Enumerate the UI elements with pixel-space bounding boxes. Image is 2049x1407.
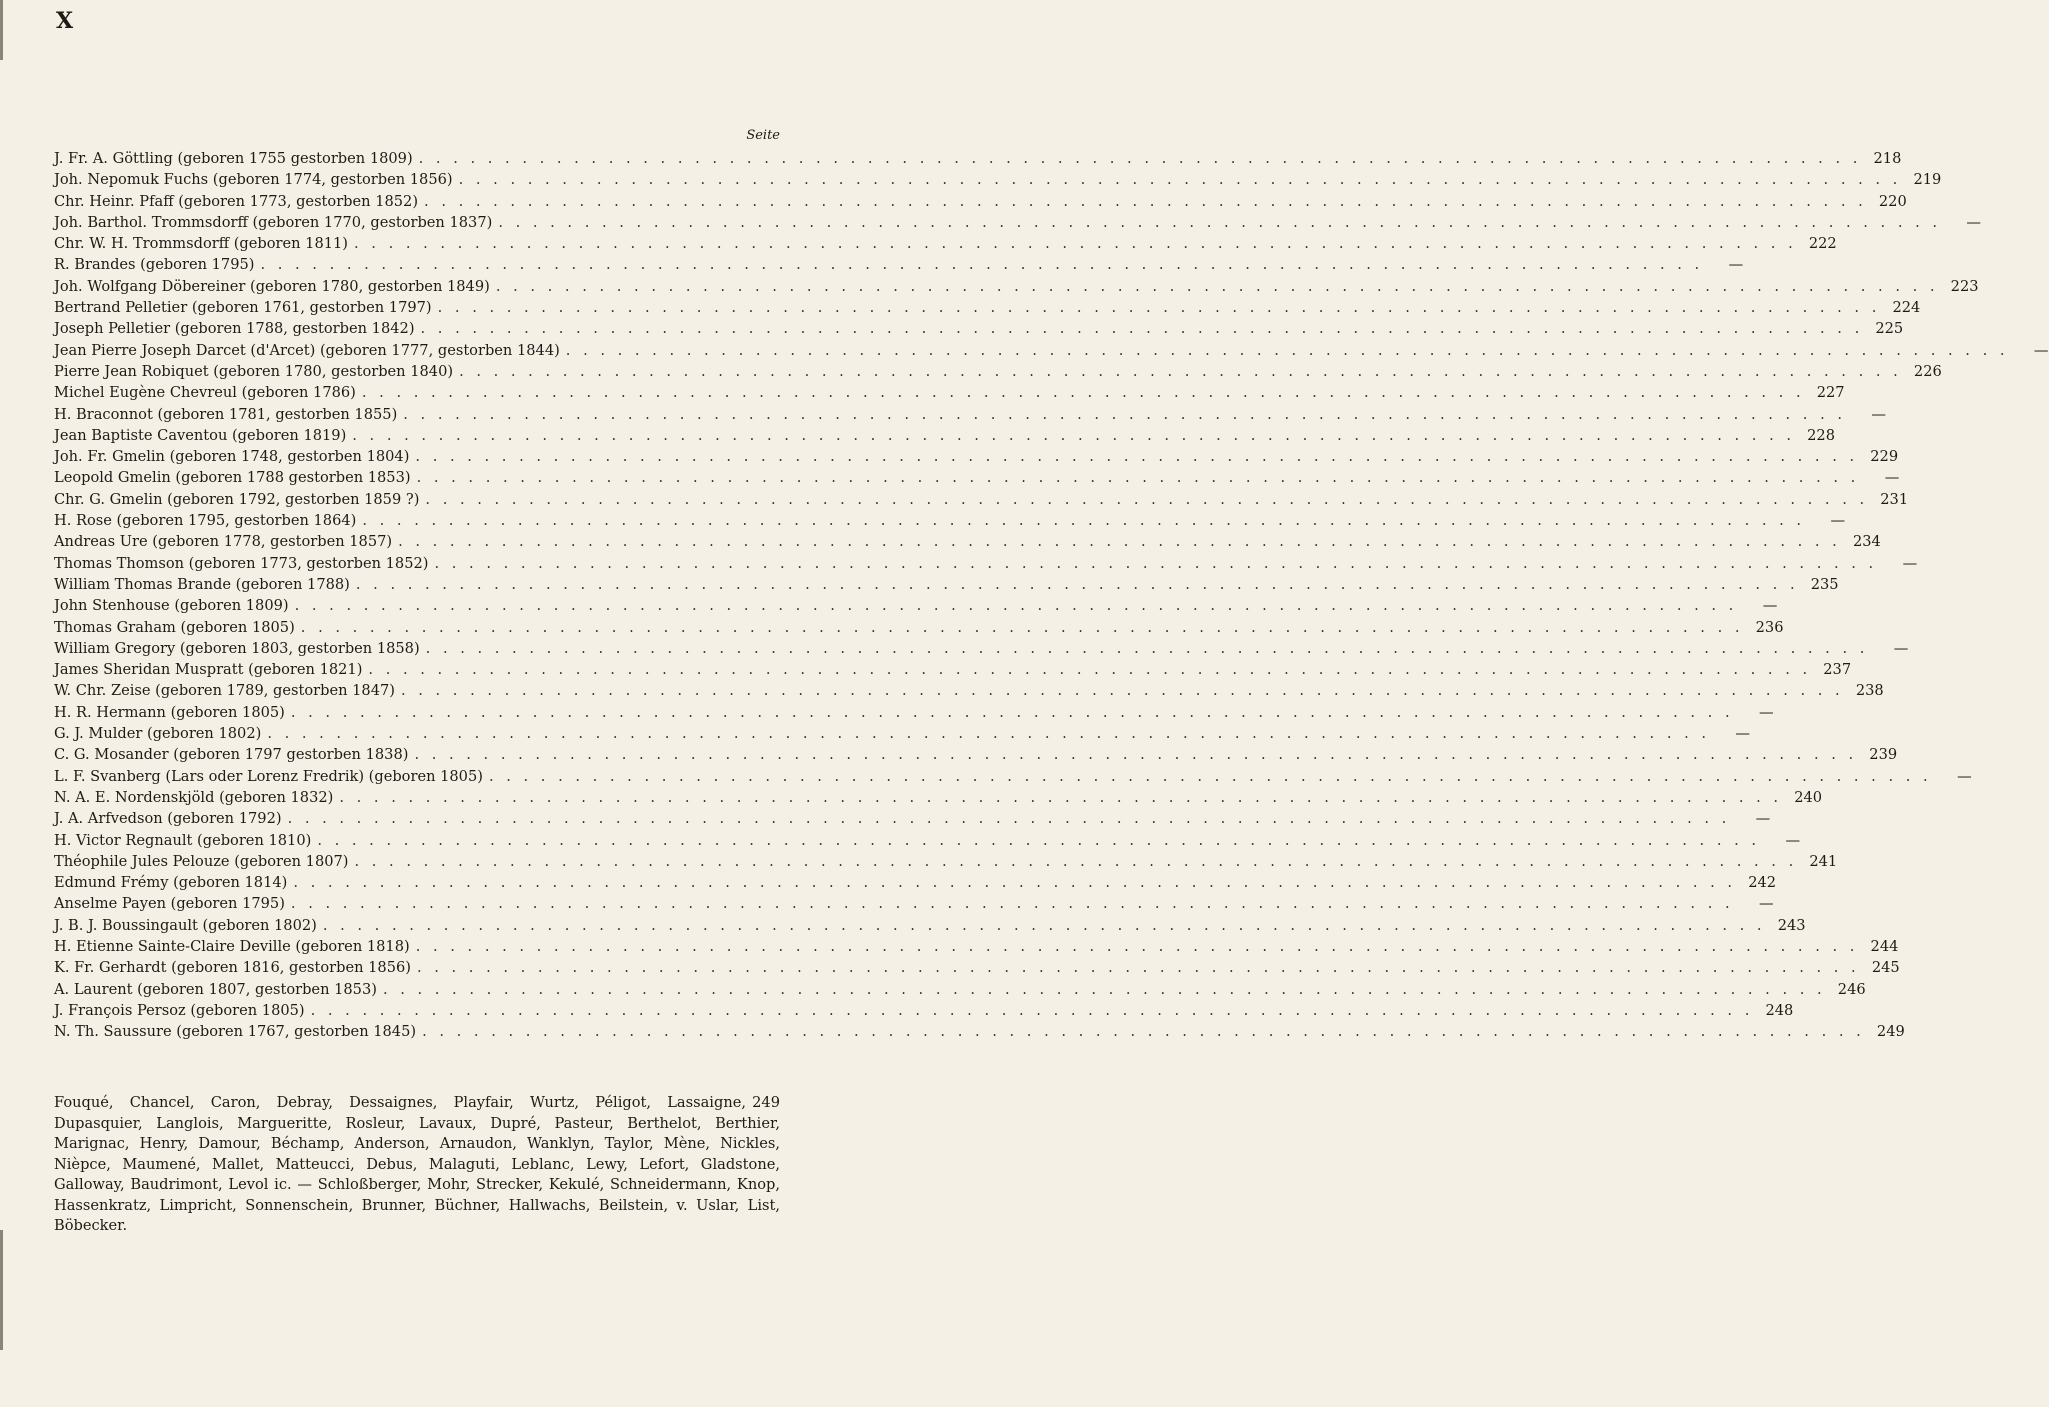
toc-entry-leader xyxy=(459,363,1902,380)
toc-entry xyxy=(54,235,1837,256)
toc-entry-page: 249 xyxy=(1876,1023,1905,1041)
closing-paragraph xyxy=(54,1093,780,1237)
toc-entry-page: 228 xyxy=(1807,426,1835,444)
toc-entry-name: H. Victor Regnault (geboren 1810) xyxy=(54,831,312,849)
toc-entry-name: Bertrand Pelletier (geboren 1761, gestorben 1797) xyxy=(54,299,432,317)
toc-entry-page: — xyxy=(1728,256,1744,274)
toc-entry-name: Anselme Payen (geboren 1795) xyxy=(54,895,285,913)
toc-entry-leader xyxy=(419,150,1862,167)
toc-entry-page: 218 xyxy=(1873,150,1902,167)
toc-entry-leader xyxy=(362,512,1805,529)
toc-entry-name: Thomas Thomson (geboren 1773, gestorben 1852) xyxy=(54,554,429,572)
toc-entry-page: 222 xyxy=(1808,235,1837,253)
toc-entry-leader xyxy=(291,895,1734,912)
toc-entry xyxy=(54,320,1904,341)
toc-entry-leader xyxy=(288,810,1731,827)
toc-entry-name: J. Fr. A. Göttling (geboren 1755 gestorben 1809) xyxy=(54,150,413,167)
toc-entry-page: 226 xyxy=(1913,362,1942,380)
toc-entry-name: H. R. Hermann (geboren 1805) xyxy=(54,703,285,721)
toc-entry-leader xyxy=(416,938,1859,955)
toc-entry-leader xyxy=(566,342,2009,359)
toc-entry-name: H. Braconnot (geboren 1781, gestorben 1855) xyxy=(54,405,398,423)
toc-entry-leader xyxy=(356,576,1799,593)
toc-entry-name: Chr. G. Gmelin (geboren 1792, gestorben 1859 ?) xyxy=(54,490,420,508)
toc-entry xyxy=(54,299,1921,320)
toc-entry-name: Chr. Heinr. Pfaff (geboren 1773, gestorben 1852) xyxy=(54,192,419,210)
toc-entry xyxy=(54,895,1774,916)
toc-entry xyxy=(54,767,1972,789)
toc-entry-name: H. Rose (geboren 1795, gestorben 1864) xyxy=(54,512,357,530)
toc-entry-leader xyxy=(421,320,1864,337)
toc-entry xyxy=(54,171,1942,192)
toc-entry-name: Andreas Ure (geboren 1778, gestorben 1857) xyxy=(54,533,393,551)
toc-entry-page: — xyxy=(1755,810,1771,828)
toc-entry-page: — xyxy=(1957,767,1972,785)
toc-entry-name: N. A. E. Nordenskjöld (geboren 1832) xyxy=(54,788,334,806)
toc-entry-leader xyxy=(293,874,1736,891)
toc-entry-page: 242 xyxy=(1748,874,1777,892)
toc-entry-name: A. Laurent (geboren 1807, gestorben 1853) xyxy=(54,980,377,998)
toc-entry-page: — xyxy=(1871,405,1886,423)
toc-entry-leader xyxy=(295,597,1738,614)
toc-entry-name: Edmund Frémy (geboren 1814) xyxy=(54,874,288,892)
toc-entry-page: — xyxy=(1759,895,1774,913)
toc-entry-page: — xyxy=(1830,512,1846,530)
toc-entry-page: 227 xyxy=(1816,384,1845,402)
toc-entry-page: 239 xyxy=(1869,746,1898,764)
toc-entry-leader xyxy=(417,469,1860,486)
toc-entry-name: Joseph Pelletier (geboren 1788, gestorben 1842) xyxy=(54,320,415,338)
toc-entry-name: R. Brandes (geboren 1795) xyxy=(54,256,255,274)
toc-entry xyxy=(54,810,1771,831)
toc-entry-name: Joh. Wolfgang Döbereiner (geboren 1780, gestorben 1849) xyxy=(54,277,490,295)
toc-entry xyxy=(54,426,1835,448)
toc-entry-page: — xyxy=(1758,703,1774,721)
toc-entry-leader xyxy=(311,1002,1754,1019)
toc-entry-leader xyxy=(403,406,1846,423)
toc-entry-page: — xyxy=(1893,639,1909,657)
toc-entry-leader xyxy=(489,768,1932,785)
toc-entry-name: Jean Pierre Joseph Darcet (d'Arcet) (geboren 1777, gestorben 1844) xyxy=(54,341,560,359)
toc-entry-name: J. A. Arfvedson (geboren 1792) xyxy=(54,810,282,828)
toc-entry-leader xyxy=(438,299,1881,316)
toc-entry xyxy=(54,746,1898,767)
toc-entry-name: Joh. Fr. Gmelin (geboren 1748, gestorben 1804) xyxy=(54,448,410,466)
toc-entry xyxy=(54,874,1777,895)
toc-entry-name: K. Fr. Gerhardt (geboren 1816, gestorben 1856) xyxy=(54,959,411,977)
page-column-header: Seite xyxy=(746,128,780,143)
toc-entry-leader xyxy=(354,235,1797,252)
toc-entry-name: N. Th. Saussure (geboren 1767, gestorben 1845) xyxy=(54,1023,417,1041)
toc-entry-name: William Gregory (geboren 1803, gestorben 1858) xyxy=(54,639,420,657)
toc-entry xyxy=(54,384,1845,405)
toc-entry-page: — xyxy=(2033,341,2049,359)
toc-entry-leader xyxy=(398,533,1841,550)
toc-entry-leader xyxy=(301,619,1744,636)
toc-entry-page: 220 xyxy=(1878,192,1907,210)
toc-entry-leader xyxy=(414,746,1857,763)
left-margin-mark-top xyxy=(0,0,3,60)
toc-entry-name: G. J. Mulder (geboren 1802) xyxy=(54,725,262,743)
toc-entry xyxy=(54,256,1744,277)
toc-entry-leader xyxy=(425,491,1868,508)
table-of-contents-list xyxy=(54,150,2049,1044)
toc-entry-page: 237 xyxy=(1823,661,1852,679)
toc-entry xyxy=(54,1023,1905,1044)
toc-entry xyxy=(54,490,1909,512)
toc-entry-leader xyxy=(496,278,1939,295)
toc-entry xyxy=(54,150,1902,171)
toc-entry xyxy=(54,362,1942,384)
toc-entry xyxy=(54,192,1907,214)
toc-entry xyxy=(54,341,2049,363)
closing-page-number: 249 xyxy=(752,1094,780,1111)
toc-entry xyxy=(54,937,1899,959)
toc-entry-leader xyxy=(434,555,1877,572)
toc-entry-page: 231 xyxy=(1880,490,1909,508)
toc-entry-leader xyxy=(401,682,1844,699)
toc-entry-page: — xyxy=(1762,597,1778,615)
toc-entry-name: Thomas Graham (geboren 1805) xyxy=(54,618,295,636)
toc-entry-leader xyxy=(426,640,1869,657)
toc-entry-name: H. Etienne Sainte-Claire Deville (geboren 1818) xyxy=(54,937,410,955)
toc-entry-leader xyxy=(368,661,1811,678)
toc-entry-page: 223 xyxy=(1950,277,1979,295)
toc-entry-name: J. François Persoz (geboren 1805) xyxy=(54,1001,305,1019)
toc-entry xyxy=(54,597,1778,618)
toc-entry-page: 246 xyxy=(1837,980,1866,998)
toc-entry xyxy=(54,703,1774,725)
toc-entry xyxy=(54,213,1982,235)
toc-entry-page: 245 xyxy=(1871,959,1900,977)
toc-entry-page: 244 xyxy=(1870,937,1899,955)
toc-entry-name: James Sheridan Muspratt (geboren 1821) xyxy=(54,661,363,679)
toc-entry-page: — xyxy=(1785,831,1801,849)
toc-entry xyxy=(54,554,1918,576)
toc-entry-page: — xyxy=(1735,725,1751,743)
closing-text: Fouqué, Chancel, Caron, Debray, Dessaignes, Playfair, Wurtz, Péligot, Lassaigne, Dupasquier, Langlois, Margueritte, Rosleur, Lavaux, Dupré, Pasteur, Berthelot, Berthier, Marignac, Henry, Damour, Béchamp, Anderson, Arnaudon, Wanklyn, Taylor, Mène, Nickles, Nièpce, Maumené, Mallet, Matteucci, Debus, Malaguti, Leblanc, Lewy, Lefort, Gladstone, Galloway, Baudrimont, Levol ic. — Schloßberger, Mohr, Strecker, Kekulé, Schneidermann, Knop, Hassenkratz, Limpricht, Sonnenschein, Brunner, Büchner, Hallwachs, Beilstein, v. Uslar, List, Böbecker. xyxy=(54,1094,780,1234)
left-margin-mark-bottom xyxy=(0,1230,3,1350)
toc-entry-name: Théophile Jules Pelouze (geboren 1807) xyxy=(54,852,349,870)
toc-entry-leader xyxy=(362,384,1805,401)
toc-entry-leader xyxy=(415,448,1858,465)
toc-entry xyxy=(54,916,1806,938)
toc-entry xyxy=(54,682,1884,703)
toc-entry-leader xyxy=(459,171,1902,188)
toc-entry-leader xyxy=(355,853,1798,870)
toc-entry-name: Michel Eugène Chevreul (geboren 1786) xyxy=(54,384,356,402)
toc-entry-page: 229 xyxy=(1870,448,1899,466)
toc-entry-page: — xyxy=(1884,469,1900,487)
toc-entry-page: 234 xyxy=(1852,533,1881,551)
toc-entry-page: 219 xyxy=(1913,171,1942,189)
toc-entry-name: C. G. Mosander (geboren 1797 gestorben 1838) xyxy=(54,746,409,764)
toc-entry-page: 224 xyxy=(1892,299,1921,317)
toc-entry-leader xyxy=(267,725,1710,742)
toc-entry xyxy=(54,788,1823,810)
toc-entry-page: 236 xyxy=(1755,618,1784,636)
toc-entry-name: W. Chr. Zeise (geboren 1789, gestorben 1847) xyxy=(54,682,395,700)
toc-entry xyxy=(54,852,1838,874)
toc-entry-page: 240 xyxy=(1794,788,1823,806)
toc-entry-leader xyxy=(339,789,1782,806)
toc-entry xyxy=(54,980,1866,1002)
toc-entry-name: L. F. Svanberg (Lars oder Lorenz Fredrik) (geboren 1805) xyxy=(54,767,483,785)
toc-entry-leader xyxy=(317,832,1760,849)
toc-entry xyxy=(54,1001,1794,1023)
toc-entry xyxy=(54,448,1899,469)
toc-entry-name: Joh. Barthol. Trommsdorff (geboren 1770, gestorben 1837) xyxy=(54,213,493,231)
toc-entry-leader xyxy=(352,427,1795,444)
toc-entry-page: 238 xyxy=(1855,682,1884,700)
toc-entry-name: John Stenhouse (geboren 1809) xyxy=(54,597,289,615)
toc-entry xyxy=(54,831,1801,853)
toc-entry xyxy=(54,575,1839,597)
toc-entry xyxy=(54,618,1784,640)
toc-entry-leader xyxy=(422,1023,1865,1040)
page-roman-numeral: X xyxy=(56,8,75,34)
toc-entry-name: Leopold Gmelin (geboren 1788 gestorben 1853) xyxy=(54,469,411,487)
toc-entry xyxy=(54,725,1751,746)
toc-entry-page: 243 xyxy=(1777,916,1806,934)
toc-entry-name: Jean Baptiste Caventou (geboren 1819) xyxy=(54,426,347,444)
toc-entry-name: J. B. J. Boussingault (geboren 1802) xyxy=(54,916,317,934)
toc-entry-leader xyxy=(498,214,1941,231)
toc-entry xyxy=(54,661,1852,682)
toc-entry-leader xyxy=(323,917,1766,934)
toc-entry-name: Pierre Jean Robiquet (geboren 1780, gestorben 1840) xyxy=(54,362,454,380)
toc-entry xyxy=(54,533,1881,554)
toc-entry-name: Joh. Nepomuk Fuchs (geboren 1774, gestorben 1856) xyxy=(54,171,453,189)
toc-entry xyxy=(54,405,1886,427)
toc-entry-leader xyxy=(291,704,1734,721)
toc-entry-leader xyxy=(417,959,1860,976)
toc-entry xyxy=(54,469,1900,490)
toc-entry-page: 235 xyxy=(1810,575,1839,593)
toc-entry-name: William Thomas Brande (geboren 1788) xyxy=(54,575,350,593)
toc-entry-name: Chr. W. H. Trommsdorff (geboren 1811) xyxy=(54,235,349,253)
toc-entry xyxy=(54,277,1979,299)
toc-entry-leader xyxy=(383,981,1826,998)
toc-entry-page: 248 xyxy=(1765,1001,1794,1019)
toc-entry-page: — xyxy=(1966,213,1982,231)
toc-entry-page: 241 xyxy=(1809,852,1838,870)
toc-entry xyxy=(54,639,1909,661)
toc-entry xyxy=(54,959,1900,980)
toc-entry-page: 225 xyxy=(1875,320,1904,338)
toc-entry xyxy=(54,512,1846,533)
toc-entry-leader xyxy=(260,256,1703,273)
toc-entry-leader xyxy=(424,193,1867,210)
toc-entry-page: — xyxy=(1902,554,1918,572)
